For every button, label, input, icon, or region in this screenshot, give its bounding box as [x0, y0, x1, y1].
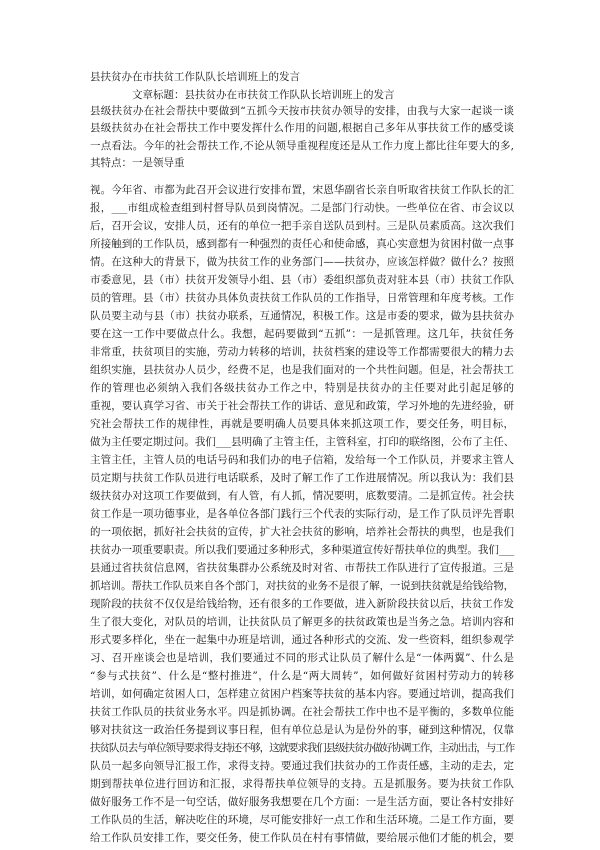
text-line: 队员要主动与县（市）扶贫办联系，互通情况，积极工作。这是市委的要求，做为县扶贫办 [90, 310, 514, 322]
text-line: 扶贫队员去与单位领导要求得支持还不够，这就要求我们县级扶贫办做好协调工作，主动出击，与工作 [90, 742, 514, 754]
text-line: 做好服务工作不是一句空话，做好服务我想要在几个方面：一是生活方面，要让各村安排好 [90, 796, 514, 808]
text-line: 县级扶贫办在社会帮扶中要做到“五抓今天按市扶贫办领导的安排，由我与大家一起谈一谈 [90, 105, 514, 117]
text-line: 队员一起多向领导汇报工作，求得支持。要通过我们扶贫办的工作责任感，主动的走去，定 [90, 760, 514, 772]
text-line: 的一项依据，抓好社会扶贫的宣传，扩大社会扶贫的影响，培养社会帮扶的典型，也是我们 [90, 526, 514, 538]
paragraph-2 [90, 181, 514, 847]
article-title-line: 文章标题：县扶贫办在市扶贫工作队队长培训班上的发言 [132, 89, 395, 101]
text-line: 其特点：一是领导重 [90, 156, 185, 169]
text-line: “参与式扶贫”、什么是“整村推进”，什么是“两大周转”，如何做好贫困村劳动力的转移 [90, 670, 514, 682]
text-line: 培训，如何确定贫困人口，怎样建立贫困户档案等扶贫的基本内容。要通过培训，提高我们 [90, 688, 514, 700]
text-line: 一点看法。今年的社会帮扶工作,不论从领导重视程度还是从工作力度上都比往年要大的多, [90, 139, 514, 152]
paragraph-1 [90, 103, 514, 172]
text-line: 重视，要认真学习省、市关于社会帮扶工作的讲话、意见和政策，学习外地的先进经验，研 [90, 400, 514, 412]
document-title: 县扶贫办在市扶贫工作队队长培训班上的发言 [90, 71, 300, 83]
text-line: 所接触到的工作队员，感到都有一种强烈的责任心和使命感，真心实意想为贫困村做一点事 [90, 238, 514, 250]
text-line: 员的管理。县（市）扶贫办具体负责扶贫工作队员的工作指导，日常管理和年度考核。工作 [90, 292, 514, 304]
text-line: 非常重，扶贫项目的实施，劳动力转移的培训，扶贫档案的建设等工作都需要很大的精力去 [90, 346, 514, 358]
text-line: 给工作队员安排工作，要交任务，使工作队员在村有事情做，要给展示他们才能的机会，要 [90, 832, 514, 844]
text-line: 够对扶贫这一政治任务提到议事日程，但有单位总是认为是份外的事，碰到这种情况，仅靠 [90, 724, 514, 736]
text-line: 视。今年省、市都为此召开会议进行安排布置，宋恩华副省长亲自听取省扶贫工作队长的汇 [90, 184, 514, 196]
text-line: 员定期与扶贫工作队员进行电话联系，及时了解工作了工作进展情况。所以我认为：我们县 [90, 472, 514, 484]
text-line: 抓培训。帮扶工作队员来自各个部门，对扶贫的业务不是很了解，一说到扶贫就是给钱给物， [90, 580, 514, 592]
text-line: 组织实施，县扶贫办人员少，经费不足，也是我们面对的一个共性问题。但是，社会帮扶工 [90, 364, 514, 376]
text-line: 扶贫办一项重要职责。所以我们要通过多种形式，多种渠道宣传好帮扶单位的典型。我们___ [90, 544, 514, 556]
text-line: 情。在这种大的背景下，做为扶贫工作的业务部门——扶贫办，应该怎样做？做什么？按照 [90, 256, 514, 268]
text-line: 级扶贫办对这项工作要做到，有人管，有人抓，情况要明，底数要清。二是抓宣传。社会扶 [90, 490, 514, 502]
text-line: 作的管理也必须纳入我们各级扶贫办工作之中，特别是扶贫办的主任要对此引起足够的 [90, 382, 514, 394]
text-line: 主管主任，主管人员的电话号码和我们办的电子信箱，发给每一个工作队员，并要求主管人 [90, 454, 514, 466]
text-line: 县级扶贫办在社会帮扶工作中要发挥什么作用的问题,根据自己多年从事扶贫工作的感受谈 [90, 122, 514, 135]
text-line: 贫工作是一项功德事业，是各单位各部门践行三个代表的实际行动，是工作了队员评先晋职 [90, 508, 514, 520]
text-line: 市委意见，县（市）扶贫开发领导小组、县（市）委组织部负责对驻本县（市）扶贫工作队 [90, 274, 514, 286]
text-line: 做为主任要定期过问。我们___县明确了主管主任，主管科室，打印的联络图，公布了主任、 [90, 436, 514, 448]
text-line: 县通过省扶贫信息网，省扶贫集群办公系统及时对省、市帮扶工作队进行了宣传报道。三是 [90, 562, 514, 574]
text-line: 期到帮扶单位进行回访和汇报，求得帮扶单位领导的支持。五是抓服务。要为扶贫工作队 [90, 778, 514, 790]
text-line: 究社会帮扶工作的规律性，再就是要明确人员要具体来抓这项工作，要交任务，明目标， [90, 418, 514, 430]
text-line: 扶贫工作队员的扶贫业务水平。四是抓协调。在社会帮扶工作中也不是平衡的，多数单位能 [90, 706, 514, 718]
text-line: 习、召开座谈会也是培训，我们要通过不同的形式让队员了解什么是“一体两翼”、什么是 [90, 652, 514, 664]
text-line: 现阶段的扶贫不仅仅是给钱给物，还有很多的工作要做，进入新阶段扶贫以后，扶贫工作发 [90, 598, 514, 610]
text-line: 要在这一工作中要做点什么。我想，起码要做到“五抓”：一是抓管理。这几年，扶贫任务 [90, 328, 514, 340]
text-line: 形式要多样化，坐在一起集中办班是培训，通过各种形式的交流、发一些资料，组织参观学 [90, 634, 514, 646]
text-line: 生了很大变化，对队员的培训，让扶贫队员了解更多的扶贫政策也是当务之急。培训内容和 [90, 616, 514, 628]
text-line: 后，召开会议，安排人员，还有的单位一把手亲自送队员到村。三是队员素质高。这次我们 [90, 220, 514, 232]
text-line: 报，___市组成检查组到村督导队员到岗情况。二是部门行动快。一些单位在省、市会议以 [90, 202, 514, 214]
text-line: 工作队员的生活，解决吃住的环境，尽可能安排好一点工作和生活环境。二是工作方面，要 [90, 814, 514, 826]
